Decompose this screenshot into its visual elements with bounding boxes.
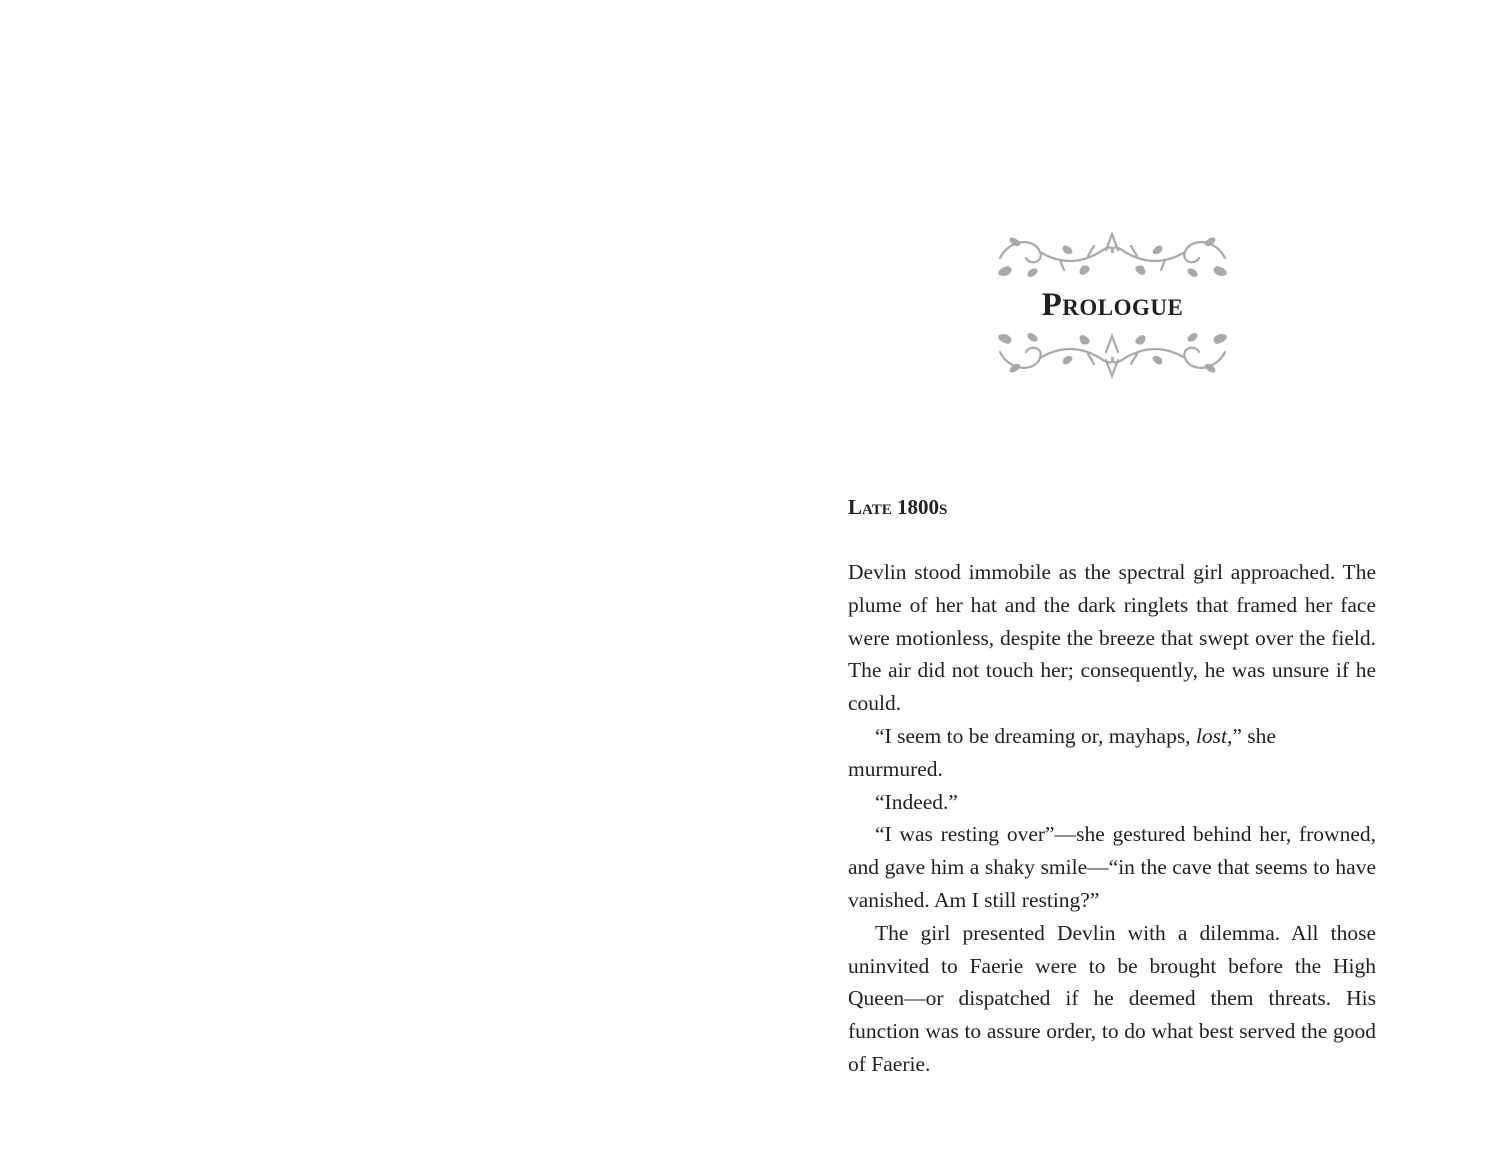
- vine-flourish-bottom-icon: [990, 330, 1235, 382]
- paragraph-text: “I seem to be dreaming or, mayhaps,: [875, 723, 1196, 748]
- section-label: Late 1800s: [848, 495, 948, 519]
- italic-word: lost: [1195, 723, 1228, 748]
- chapter-title: Prologue: [1041, 287, 1184, 323]
- paragraph: The girl presented Devlin with a dilemma. All those uninvited to Faerie were to be brought before the High Queen—or dispatched if he deemed them threats. His function was to assure order, to do what best served the good of Faerie.: [848, 920, 1376, 1076]
- paragraph: Devlin stood immobile as the spectral girl approached. The plume of her hat and the dark ringlets that framed her face were motionless, despite the breeze that swept over the field. The air did not touch her; consequently, he was unsure if he could.: [848, 560, 1376, 716]
- paragraph: “I was resting over”—she gestured behind her, frowned, and gave him a shaky smile—“in the cave that seems to have vanished. Am I still resting?”: [848, 822, 1376, 912]
- paragraph-text: ,” she murmured.: [848, 723, 1276, 781]
- right-page: [750, 0, 1500, 1151]
- paragraph: [848, 720, 1376, 786]
- vine-flourish-top-icon: [990, 228, 1235, 280]
- chapter-heading: [990, 226, 1240, 388]
- body-text: [848, 556, 1376, 1081]
- paragraph: “Indeed.”: [875, 789, 958, 814]
